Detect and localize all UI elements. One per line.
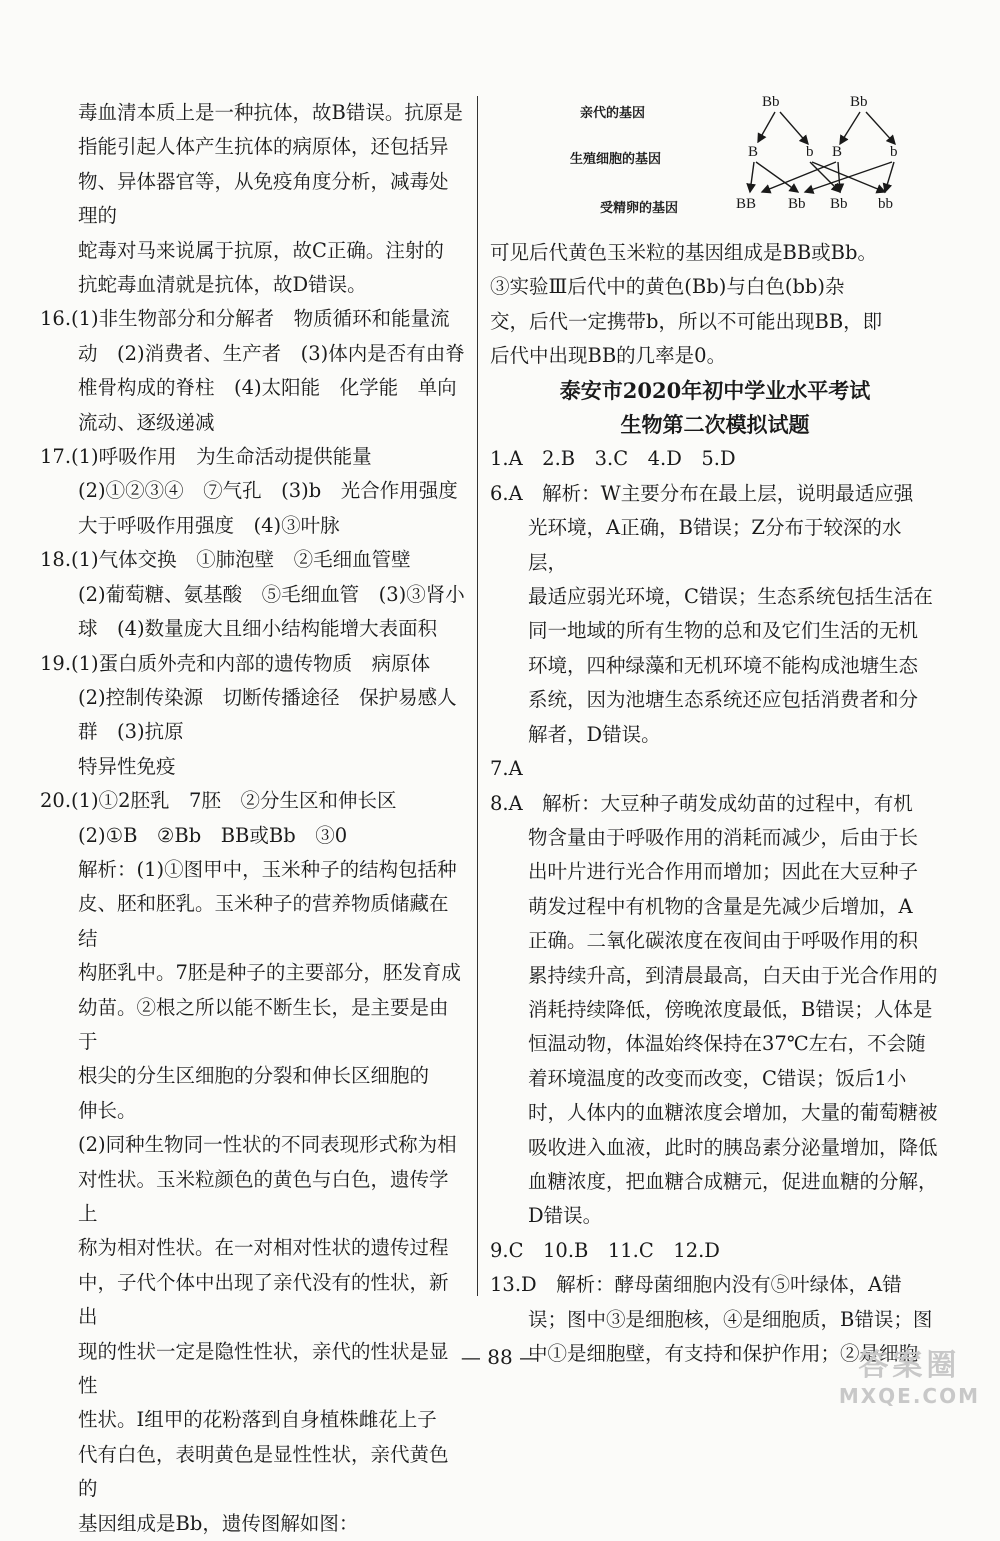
text-line: 9.C 10.B 11.C 12.D [490, 1238, 720, 1262]
text-line: 中，子代个体中出现了亲代没有的性状，新出 [78, 1270, 449, 1329]
text-line: 吸收进入血液，此时的胰岛素分泌量增加，降低 [528, 1135, 938, 1159]
text-line: 17.(1)呼吸作用 为生命活动提供能量 [40, 445, 372, 469]
exam-subtitle: 生物第二次模拟试题 [620, 412, 810, 438]
text-line: (2)控制传染源 切断传播途径 保护易感人 [78, 685, 457, 709]
text-line: 着环境温度的改变而改变，C错误；饭后1小 [528, 1066, 907, 1090]
gamete-gene: B [832, 144, 843, 160]
text-line: 19.(1)蛋白质外壳和内部的遗传物质 病原体 [40, 651, 431, 675]
text-line: 恒温动物，体温始终保持在37℃左右，不会随 [528, 1032, 926, 1056]
text-line: 误；图中③是细胞核，④是细胞质，B错误；图 [528, 1307, 933, 1331]
text-line: 光环境，A正确，B错误；Z分布于较深的水层， [528, 516, 902, 574]
text-line: 环境，四种绿藻和无机环境不能构成池塘生态 [528, 653, 919, 677]
text-line: 后代中出现BB的几率是0。 [490, 344, 727, 368]
text-line: 动 (2)消费者、生产者 (3)体内是否有由脊 [78, 341, 465, 365]
text-line: 同一地域的所有生物的总和及它们生活的无机 [528, 619, 919, 643]
text-line: 血糖浓度，把血糖合成糖元，促进血糖的分解， [528, 1169, 938, 1193]
genetic-diagram [540, 92, 960, 232]
text-line: ③实验Ⅲ后代中的黄色(Bb)与白色(bb)杂 [490, 275, 845, 299]
watermark-url: MXQE.COM [838, 1384, 980, 1408]
text-line: 1.A 2.B 3.C 4.D 5.D [490, 447, 736, 471]
text-line: 流动、逐级递减 [78, 410, 215, 434]
label-gamete-genes: 生殖细胞的基因 [570, 152, 662, 167]
gamete-gene: b [806, 144, 814, 160]
text-line: 特异性免疫 [78, 754, 176, 778]
text-line: 群 (3)抗原 [78, 720, 184, 744]
offspring-gene: Bb [830, 196, 848, 212]
text-line: (2)葡萄糖、氨基酸 ⑤毛细血管 (3)③肾小 [78, 582, 465, 606]
text-line: 出叶片进行光合作用而增加；因此在大豆种子 [528, 860, 919, 884]
text-line: 性状。Ⅰ组甲的花粉落到自身植株雌花上子 [78, 1408, 437, 1432]
text-line: 对性状。玉米粒颜色的黄色与白色，遗传学上 [78, 1167, 449, 1225]
text-line: 构胚乳中。7胚是种子的主要部分，胚发育成 [78, 961, 461, 985]
text-line: 最适应弱光环境，C错误；生态系统包括生活在 [528, 585, 933, 609]
text-line: 8.A 解析：大豆种子萌发成幼苗的过程中，有机 [490, 791, 913, 815]
text-line: 抗蛇毒血清就是抗体，故D错误。 [78, 273, 367, 297]
text-line: 根尖的分生区细胞的分裂和伸长区细胞的 [78, 1064, 430, 1088]
text-line: 解析：(1)①图甲中，玉米种子的结构包括种 [78, 857, 457, 881]
text-line: (2)①②③④ ⑦气孔 (3)b 光合作用强度 [78, 479, 458, 503]
watermark-text: 答案圈 [858, 1348, 961, 1383]
text-line: 萌发过程中有机物的含量是先减少后增加，A [528, 894, 913, 918]
parent-gene: Bb [762, 94, 780, 110]
text-line: 蛇毒对马来说属于抗原，故C正确。注射的 [78, 238, 444, 262]
text-line: 现的性状一定是隐性性状，亲代的性状是显性 [78, 1339, 449, 1398]
offspring-gene: BB [736, 196, 757, 212]
column-divider [477, 96, 478, 1296]
text-line: 16.(1)非生物部分和分解者 物质循环和能量流 [40, 307, 450, 331]
text-line: 大于呼吸作用强度 (4)③叶脉 [78, 513, 340, 537]
text-line: 称为相对性状。在一对相对性状的遗传过程 [78, 1236, 449, 1260]
text-line: 20.(1)①2胚乳 7胚 ②分生区和伸长区 [40, 789, 397, 813]
text-line: (2)①B ②Bb BB或Bb ③0 [78, 823, 348, 847]
left-column [40, 96, 465, 1541]
page-number: — 88 — [460, 1345, 540, 1369]
text-line: 6.A 解析：W主要分布在最上层，说明最适应强 [490, 481, 914, 505]
text-line: 中①是细胞壁，有支持和保护作用；②是细胞 [528, 1342, 919, 1365]
text-line: 交，后代一定携带b，所以不可能出现BB，即 [490, 309, 883, 333]
watermark-logo [839, 1340, 980, 1408]
text-line: 系统，因为池塘生态系统还应包括消费者和分 [528, 688, 919, 712]
right-column [490, 96, 940, 1371]
text-line: 代有白色，表明黄色是显性性状，亲代黄色的 [78, 1442, 449, 1501]
parent-gene: Bb [850, 94, 868, 110]
right-top-text [490, 92, 940, 374]
text-line: (2)同种生物同一性状的不同表现形式称为相 [78, 1133, 457, 1157]
text-line: 时，人体内的血糖浓度会增加，大量的葡萄糖被 [528, 1101, 938, 1125]
text-line: 指能引起人体产生抗体的病原体，还包括异 [78, 135, 449, 159]
gamete-gene: b [890, 144, 898, 160]
text-line: 伸长。 [78, 1098, 137, 1122]
right-bottom-text [490, 442, 940, 1371]
exam-title: 泰安市2020年初中学业水平考试 [559, 377, 871, 403]
text-line: 物、异体器官等，从免疫角度分析，减毒处理的 [78, 169, 449, 228]
text-line: 皮、胚和胚乳。玉米种子的营养物质储藏在结 [78, 892, 449, 950]
text-line: 13.D 解析：酵母菌细胞内没有⑤叶绿体，A错 [490, 1273, 902, 1297]
text-line: 毒血清本质上是一种抗体，故B错误。抗原是 [78, 101, 463, 124]
text-line: 球 (4)数量庞大且细小结构能增大表面积 [78, 617, 438, 641]
offspring-gene: bb [878, 196, 893, 212]
label-parent-genes: 亲代的基因 [580, 106, 646, 121]
offspring-gene: Bb [788, 196, 806, 212]
text-line: 18.(1)气体交换 ①肺泡壁 ②毛细血管壁 [40, 548, 411, 572]
text-line: 累持续升高，到清晨最高，白天由于光合作用的 [528, 963, 938, 987]
text-line: 解者，D错误。 [528, 722, 661, 746]
text-line: 基因组成是Bb，遗传图解如图： [78, 1511, 359, 1535]
text-line: 正确。二氧化碳浓度在夜间由于呼吸作用的积 [528, 929, 919, 953]
text-line: 椎骨构成的脊柱 (4)太阳能 化学能 单向 [78, 376, 457, 400]
label-zygote-genes: 受精卵的基因 [600, 201, 679, 216]
gamete-gene: B [748, 144, 759, 160]
text-line: 7.A [490, 757, 523, 781]
text-line: D错误。 [528, 1204, 603, 1228]
text-line: 幼苗。②根之所以能不断生长，是主要是由于 [78, 995, 449, 1053]
text-line: 可见后代黄色玉米粒的基因组成是BB或Bb。 [490, 241, 877, 264]
text-line: 物含量由于呼吸作用的消耗而减少，后由于长 [528, 825, 919, 849]
text-line: 消耗持续降低，傍晚浓度最低，B错误；人体是 [528, 997, 933, 1021]
